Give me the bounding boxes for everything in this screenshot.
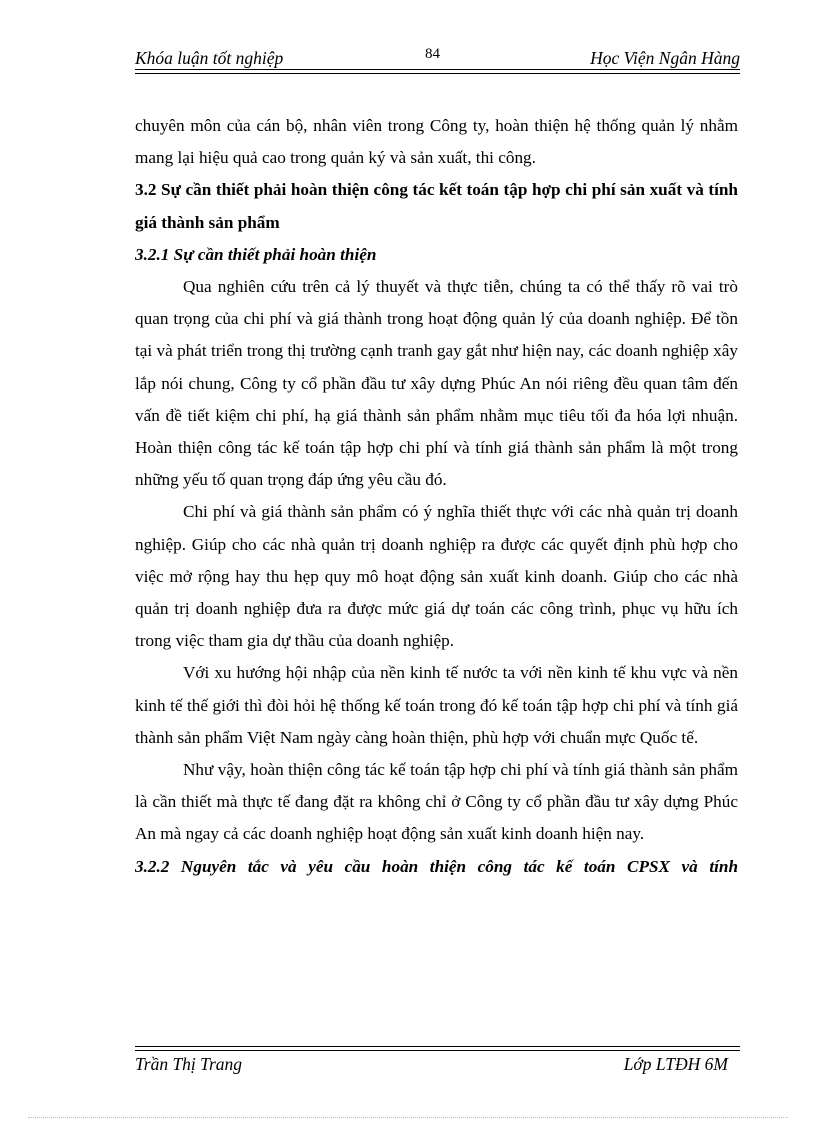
paragraph-cost-meaning: Chi phí và giá thành sản phẩm có ý nghĩa thiết thực với các nhà quản trị doanh nghiệp. Giúp cho các nhà quản trị doanh nghiệp ra được các quyết định phù hợp cho việc mở rộng hay thu hẹp quy mô hoạt động sản xuất kinh doanh. Giúp cho các nhà quản trị doanh nghiệp đưa ra được mức giá dự toán các công trình, phục vụ hữu ích trong việc tham gia dự thầu của doanh nghiệp. (135, 502, 738, 651)
page-body (135, 110, 738, 883)
footer-author: Trần Thị Trang (135, 1054, 242, 1074)
header-institution: Học Viện Ngân Hàng (590, 48, 740, 68)
header-double-rule (135, 69, 740, 74)
paragraph-conclusion: Như vậy, hoàn thiện công tác kế toán tập hợp chi phí và tính giá thành sản phẩm là cần thiết mà thực tế đang đặt ra không chỉ ở Công ty cổ phần đầu tư xây dựng Phúc An mà ngay cả các doanh nghiệp hoạt động sản xuất kinh doanh hiện nay. (135, 760, 738, 844)
page-number: 84 (425, 46, 440, 62)
paragraph-continuation: chuyên môn của cán bộ, nhân viên trong Công ty, hoàn thiện hệ thống quản lý nhằm mang lại hiệu quả cao trong quản ký và sản xuất, thi công. (135, 116, 738, 168)
section-heading-3-2: 3.2 Sự cần thiết phải hoàn thiện công tác kết toán tập hợp chi phí sản xuất và tính giá thành sản phẩm (135, 180, 738, 232)
header-thesis-label: Khóa luận tốt nghiệp (135, 48, 284, 68)
subsection-heading-3-2-1: 3.2.1 Sự cần thiết phải hoàn thiện (135, 244, 377, 264)
page-footer (135, 1054, 728, 1078)
paragraph-integration: Với xu hướng hội nhập của nền kinh tế nước ta với nền kinh tế khu vực và nền kinh tế thế giới thì đòi hỏi hệ thống kế toán trong đó kế toán tập hợp chi phí và tính giá thành sản phẩm Việt Nam ngày càng hoàn thiện, phù hợp với chuẩn mực Quốc tế. (135, 663, 738, 747)
footer-double-rule (135, 1046, 740, 1051)
paragraph-importance: Qua nghiên cứu trên cả lý thuyết và thực tiễn, chúng ta có thể thấy rõ vai trò quan trọng của chi phí và giá thành trong hoạt động quản lý của doanh nghiệp. Để tồn tại và phát triển trong thị trường cạnh tranh gay gắt như hiện nay, các doanh nghiệp xây lắp nói chung, Công ty cổ phần đầu tư xây dựng Phúc An nói riêng đều quan tâm đến vấn đề tiết kiệm chi phí, hạ giá thành sản phẩm nhằm mục tiêu tối đa hóa lợi nhuận. Hoàn thiện công tác kế toán tập hợp chi phí và tính giá thành sản phẩm là một trong những yếu tố quan trọng đáp ứng yêu cầu đó. (135, 277, 738, 490)
subsection-heading-3-2-2: 3.2.2 Nguyên tắc và yêu cầu hoàn thiện công tác kế toán CPSX và tính (135, 856, 738, 876)
page-header (135, 46, 740, 70)
page-edge-divider (28, 1117, 788, 1118)
footer-class: Lớp LTĐH 6M (623, 1054, 728, 1074)
